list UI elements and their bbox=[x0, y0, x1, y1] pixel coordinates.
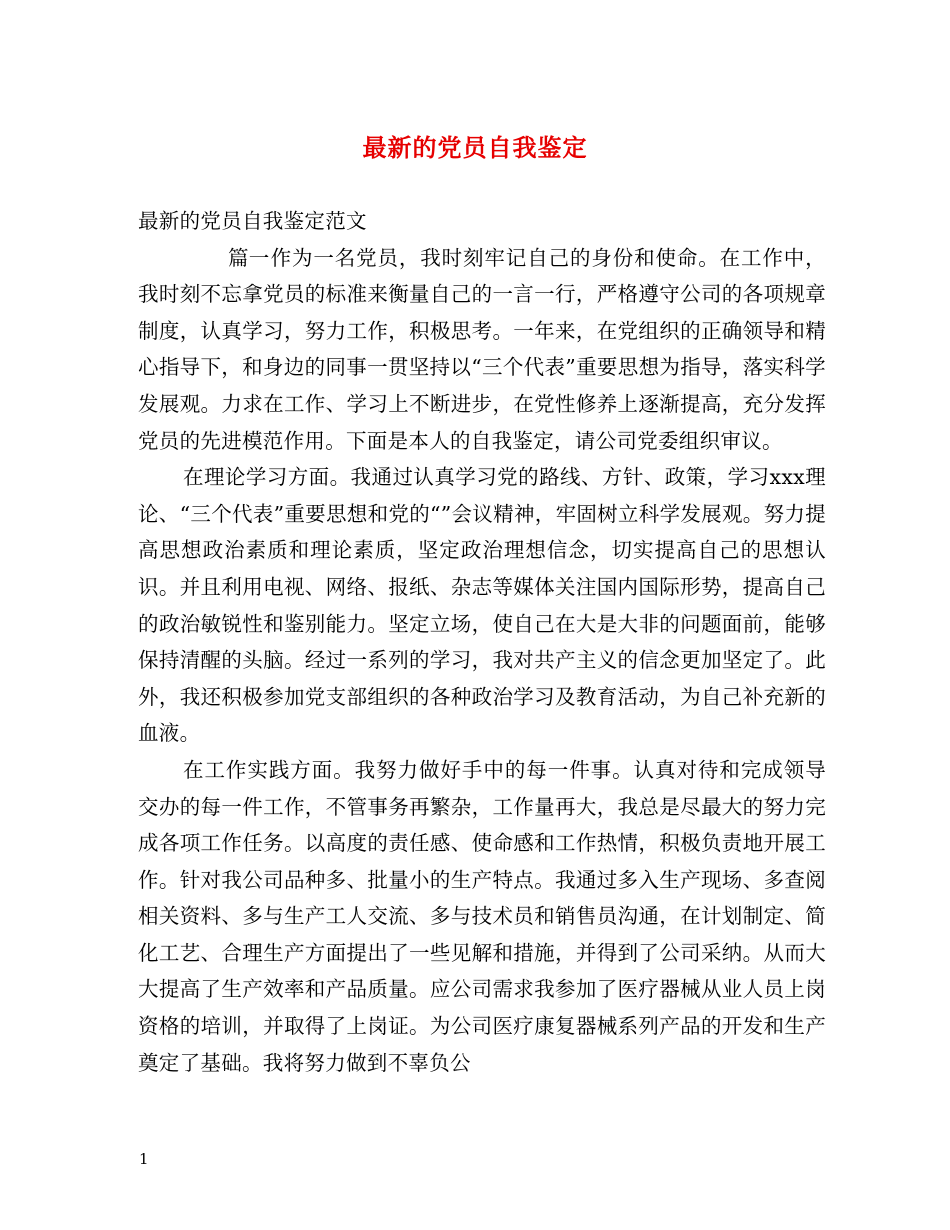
document-body bbox=[138, 203, 826, 1081]
paragraph-3: 在工作实践方面。我努力做好手中的每一件事。认真对待和完成领导交办的每一件工作，不管事务再繁杂，工作量再大，我总是尽最大的努力完成各项工作任务。以高度的责任感、使命感和工作热情，积极负责地开展工作。针对我公司品种多、批量小的生产特点。我通过多入生产现场、多查阅相关资料、多与生产工人交流、多与技术员和销售员沟通，在计划制定、简化工艺、合理生产方面提出了一些见解和措施，并得到了公司采纳。从而大大提高了生产效率和产品质量。应公司需求我参加了医疗器械从业人员上岗资格的培训，并取得了上岗证。为公司医疗康复器械系列产品的开发和生产奠定了基础。我将努力做到不辜负公 bbox=[138, 757, 826, 1075]
section-label: 篇一 bbox=[228, 245, 270, 270]
document-title: 最新的党员自我鉴定 bbox=[362, 133, 588, 162]
document-subtitle: 最新的党员自我鉴定范文 bbox=[138, 209, 367, 233]
paragraph-1-text: 作为一名党员，我时刻牢记自己的身份和使命。在工作中，我时刻不忘拿党员的标准来衡量自己的一言一行，严格遵守公司的各项规章制度，认真学习，努力工作，积极思考。一年来，在党组织的正确领导和精心指导下，和身边的同事一贯坚持以“三个代表”重要思想为指导，落实科学发展观。力求在工作、学习上不断进步，在党性修养上逐渐提高，充分发挥党员的先进模范作用。下面是本人的自我鉴定，请公司党委组织审议。 bbox=[138, 245, 826, 453]
paragraph-1 bbox=[138, 240, 826, 460]
page-number: 1 bbox=[139, 1150, 149, 1168]
paragraph-2: 在理论学习方面。我通过认真学习党的路线、方针、政策，学习xxx理论、“三个代表”重要思想和党的“”会议精神，牢固树立科学发展观。努力提高思想政治素质和理论素质，坚定政治理想信念，切实提高自己的思想认识。并且利用电视、网络、报纸、杂志等媒体关注国内国际形势，提高自己的政治敏锐性和鉴别能力。坚定立场，使自己在大是大非的问题面前，能够保持清醒的头脑。经过一系列的学习，我对共产主义的信念更加坚定了。此外，我还积极参加党支部组织的各种政治学习及教育活动，为自己补充新的血液。 bbox=[138, 465, 826, 746]
